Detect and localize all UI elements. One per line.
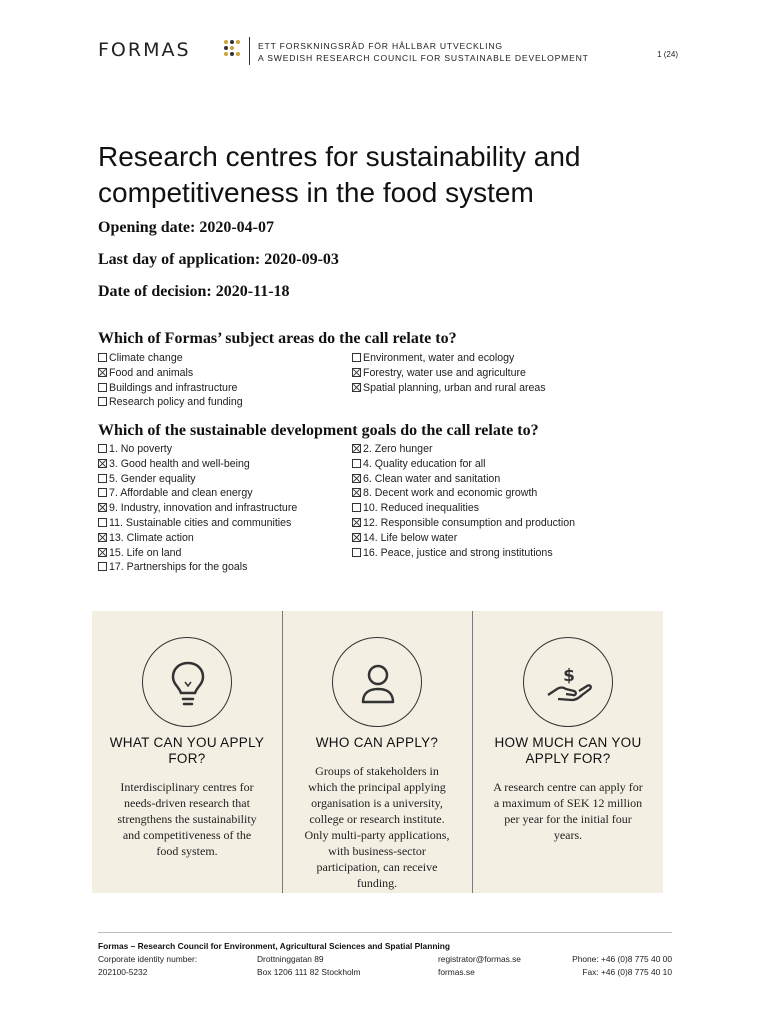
- checkbox-label: 1. No poverty: [109, 443, 173, 455]
- unchecked-box-icon: [98, 397, 107, 406]
- heading-line: WHO CAN APPLY?: [315, 735, 439, 750]
- date-of-decision: Date of decision: 2020-11-18: [98, 283, 290, 300]
- unchecked-box-icon: [98, 444, 107, 453]
- unchecked-box-icon: [98, 488, 107, 497]
- checkbox-item: [98, 442, 172, 456]
- checkbox-label: Food and animals: [109, 366, 194, 379]
- footer-line: Corporate identity number:: [98, 954, 198, 964]
- unchecked-box-icon: [352, 353, 361, 362]
- how-much-heading: [473, 735, 663, 767]
- checkbox-item: [98, 516, 291, 530]
- heading-line: FOR?: [168, 751, 206, 766]
- what-can-you-apply-for-column: [92, 611, 282, 893]
- checkbox-label: 6. Clean water and sanitation: [363, 472, 501, 485]
- body-line: Interdisciplinary centres for: [120, 780, 254, 794]
- checkbox-label: 15. Life on land: [109, 546, 182, 559]
- checked-box-icon: [352, 488, 361, 497]
- checkbox-item: [352, 546, 553, 560]
- footer-phone-fax: [572, 953, 672, 979]
- checkbox-item: [98, 395, 243, 409]
- checkbox-label: 12. Responsible consumption and production: [363, 517, 576, 529]
- what-can-you-apply-text: [102, 779, 272, 859]
- money-hand-circle: [523, 637, 613, 727]
- checkbox-item: [98, 546, 181, 560]
- heading-line: APPLY FOR?: [525, 751, 611, 766]
- body-line: funding.: [356, 876, 398, 890]
- last-day-of-application: Last day of application: 2020-09-03: [98, 251, 339, 268]
- subject-areas-checklist: [98, 351, 678, 411]
- title-line-1: Research centres for sustainability and: [98, 141, 581, 172]
- checkbox-item: [352, 366, 526, 380]
- sdg-checklist: [98, 442, 678, 574]
- footer-line: Box 1206 111 82 Stockholm: [257, 967, 361, 977]
- footer-email-link[interactable]: registrator@formas.se: [438, 954, 521, 964]
- unchecked-box-icon: [98, 383, 107, 392]
- unchecked-box-icon: [352, 503, 361, 512]
- unchecked-box-icon: [352, 459, 361, 468]
- checkbox-label: 8. Decent work and economic growth: [363, 487, 538, 500]
- checkbox-item: [352, 381, 546, 395]
- body-line: needs-driven research that: [124, 796, 250, 810]
- tagline-swedish: ETT FORSKNINGSRÅD FÖR HÅLLBAR UTVECKLING: [258, 41, 503, 51]
- logo-separator: [249, 37, 250, 65]
- checkbox-item: [98, 486, 253, 500]
- checkbox-item: [352, 472, 500, 486]
- checkbox-item: [98, 501, 297, 515]
- checkbox-label: 13. Climate action: [109, 531, 194, 544]
- checkbox-item: [98, 351, 183, 365]
- checkbox-item: [352, 351, 514, 365]
- title-line-2: competitiveness in the food system: [98, 177, 534, 208]
- formas-logo-text: FORMAS: [98, 39, 191, 61]
- footer-address: [257, 953, 361, 979]
- body-line: Only multi-party applications,: [304, 828, 450, 842]
- checkbox-item: [98, 560, 247, 574]
- checkbox-label: Research policy and funding: [109, 396, 243, 409]
- checkbox-item: [98, 472, 196, 486]
- checked-box-icon: [352, 518, 361, 527]
- checked-box-icon: [352, 368, 361, 377]
- body-line: per year for the initial four: [504, 812, 632, 826]
- checkbox-label: 17. Partnerships for the goals: [109, 561, 248, 574]
- checkbox-label: 10. Reduced inequalities: [363, 502, 480, 515]
- body-line: which the principal applying: [308, 780, 446, 794]
- checkbox-label: 4. Quality education for all: [363, 457, 486, 470]
- tagline-english: A SWEDISH RESEARCH COUNCIL FOR SUSTAINABLE DEVELOPMENT: [258, 53, 589, 63]
- body-line: A research centre can apply for: [493, 780, 643, 794]
- person-circle: [332, 637, 422, 727]
- checked-box-icon: [98, 548, 107, 557]
- body-line: with business-sector: [328, 844, 426, 858]
- checkbox-item: [352, 486, 537, 500]
- opening-date: Opening date: 2020-04-07: [98, 219, 274, 236]
- what-can-you-apply-heading: [92, 735, 282, 767]
- heading-line: WHAT CAN YOU APPLY: [109, 735, 265, 750]
- footer-line: Phone: +46 (0)8 775 40 00: [572, 954, 672, 964]
- body-line: Groups of stakeholders in: [315, 764, 439, 778]
- checkbox-item: [98, 381, 237, 395]
- checkbox-label: 7. Affordable and clean energy: [109, 487, 253, 500]
- checkbox-label: 14. Life below water: [363, 531, 458, 544]
- checked-box-icon: [352, 383, 361, 392]
- who-can-apply-heading: [282, 735, 472, 751]
- checked-box-icon: [98, 503, 107, 512]
- checkbox-item: [352, 457, 486, 471]
- checked-box-icon: [352, 533, 361, 542]
- logo-tagline: [258, 40, 589, 64]
- sdg-heading: Which of the sustainable development goals do the call relate to?: [98, 422, 539, 439]
- footer-website-link[interactable]: formas.se: [438, 967, 475, 977]
- checkbox-label: Buildings and infrastructure: [109, 381, 238, 394]
- checked-box-icon: [98, 533, 107, 542]
- footer-line: 202100-5232: [98, 967, 148, 977]
- checkbox-item: [352, 516, 575, 530]
- money-hand-icon: [524, 638, 614, 728]
- checkbox-label: 2. Zero hunger: [363, 443, 433, 455]
- footer-line: Fax: +46 (0)8 775 40 10: [582, 967, 672, 977]
- heading-line: HOW MUCH CAN YOU: [494, 735, 642, 750]
- formas-logo-dots-icon: [224, 40, 244, 58]
- page-number: 1 (24): [657, 50, 678, 59]
- who-can-apply-text: [292, 763, 462, 891]
- checked-box-icon: [352, 444, 361, 453]
- body-line: organisation is a university,: [311, 796, 443, 810]
- checkbox-label: Spatial planning, urban and rural areas: [363, 381, 546, 394]
- unchecked-box-icon: [98, 562, 107, 571]
- body-line: and competitiveness of the: [122, 828, 252, 842]
- footer-corporate-id: [98, 953, 197, 979]
- unchecked-box-icon: [98, 518, 107, 527]
- person-icon: [333, 638, 423, 728]
- how-much-text: [483, 779, 653, 843]
- svg-text:$: $: [563, 666, 575, 686]
- unchecked-box-icon: [98, 474, 107, 483]
- footer-contact: [438, 953, 521, 979]
- unchecked-box-icon: [352, 548, 361, 557]
- checkbox-label: 16. Peace, justice and strong institutions: [363, 546, 553, 559]
- checkbox-label: 5. Gender equality: [109, 472, 196, 485]
- checkbox-item: [352, 531, 457, 545]
- checked-box-icon: [98, 368, 107, 377]
- page-header: [98, 36, 678, 68]
- footer-divider: [98, 932, 672, 933]
- footer-organisation-name: Formas – Research Council for Environment, Agricultural Sciences and Spatial Planning: [98, 941, 450, 951]
- checked-box-icon: [352, 474, 361, 483]
- checkbox-label: 3. Good health and well-being: [109, 457, 250, 470]
- body-line: participation, can receive: [316, 860, 438, 874]
- subject-areas-heading: Which of Formas’ subject areas do the call relate to?: [98, 330, 457, 347]
- checkbox-item: [98, 457, 250, 471]
- unchecked-box-icon: [98, 353, 107, 362]
- checkbox-label: 9. Industry, innovation and infrastructure: [109, 502, 298, 515]
- checked-box-icon: [98, 459, 107, 468]
- checkbox-item: [352, 442, 433, 456]
- checkbox-item: [98, 366, 193, 380]
- checkbox-label: Forestry, water use and agriculture: [363, 366, 526, 379]
- body-line: a maximum of SEK 12 million: [493, 796, 643, 810]
- body-line: strengthens the sustainability: [117, 812, 257, 826]
- checkbox-label: 11. Sustainable cities and communities: [109, 517, 292, 529]
- document-title: [98, 139, 678, 211]
- checkbox-label: Environment, water and ecology: [363, 352, 515, 364]
- checkbox-label: Climate change: [109, 352, 183, 364]
- call-info-panel: [92, 611, 663, 893]
- body-line: food system.: [156, 844, 218, 858]
- how-much-can-you-apply-column: [473, 611, 663, 893]
- body-line: college or research institute.: [309, 812, 445, 826]
- body-line: years.: [553, 828, 583, 842]
- footer-line: Drottninggatan 89: [257, 954, 324, 964]
- who-can-apply-column: [282, 611, 472, 893]
- lightbulb-circle: [142, 637, 232, 727]
- checkbox-item: [352, 501, 479, 515]
- lightbulb-icon: [143, 638, 233, 728]
- checkbox-item: [98, 531, 194, 545]
